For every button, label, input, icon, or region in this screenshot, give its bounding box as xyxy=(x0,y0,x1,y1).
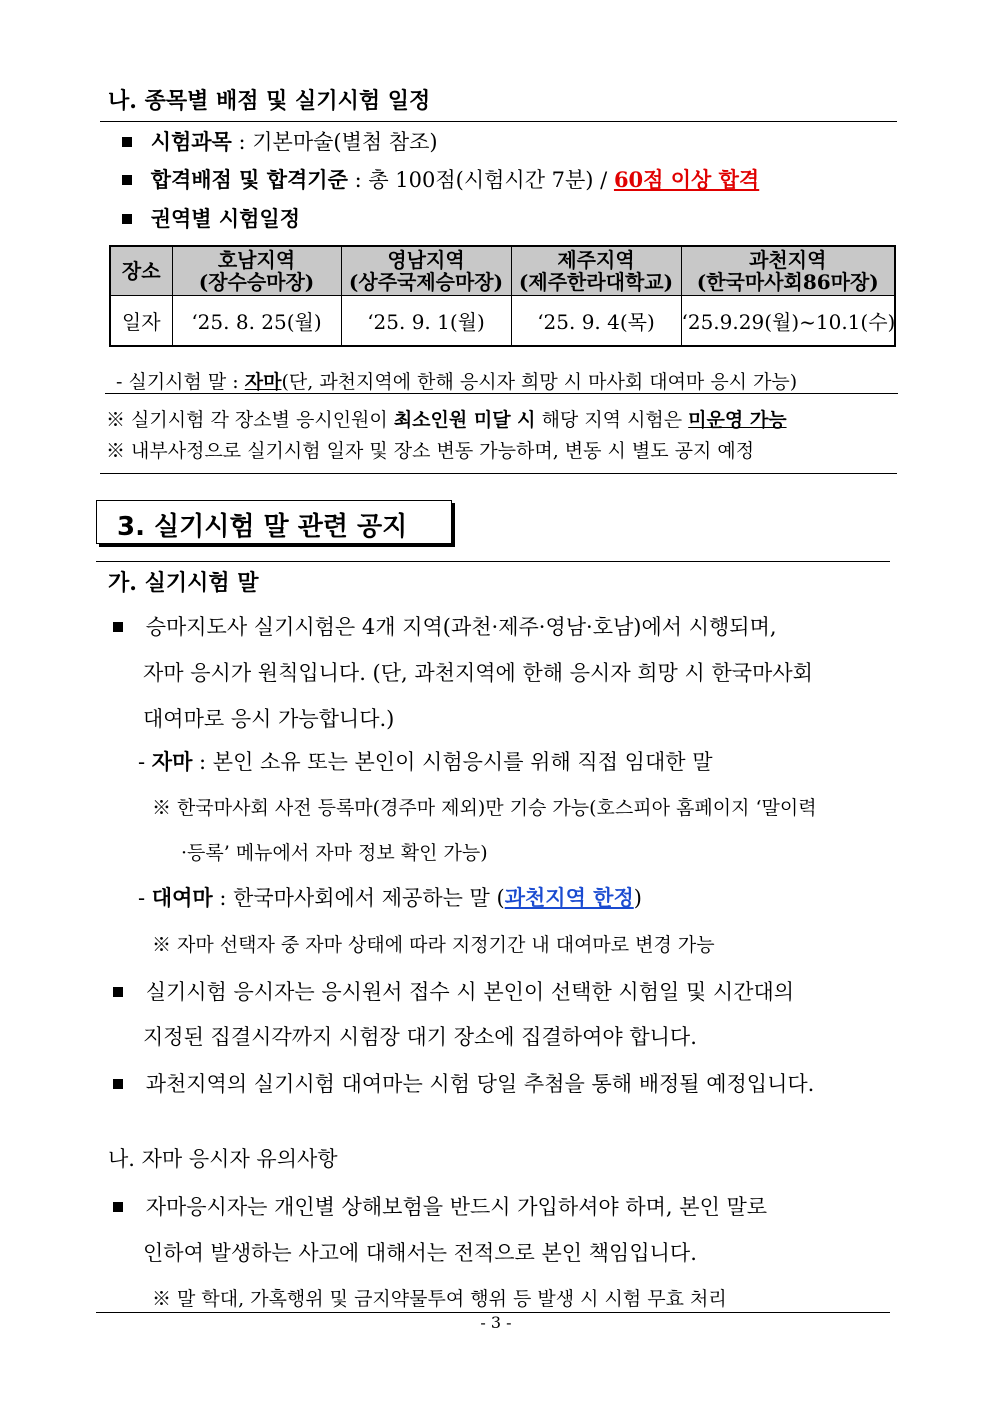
exam-subject-value: : 기본마술(별첨 참조) xyxy=(231,130,438,154)
item-exam-subject xyxy=(122,126,438,156)
jama-note: ※ 한국마사회 사전 등록마(경주마 제외)만 기승 가능(호스피아 홈페이지 ‘말이력 xyxy=(152,797,817,819)
horse-note: - 실기시험 말 : 자마(단, 과천지역에 한해 응시자 희망 시 마사회 대여마 응시 가능) xyxy=(116,371,798,393)
date-cell: ‘25. 8. 25(월) xyxy=(172,296,341,347)
square-bullet-icon xyxy=(113,1202,123,1212)
bullet-item: 승마지도사 실기시험은 4개 지역(과천·제주·영남·호남)에서 시행되며, xyxy=(113,611,777,641)
paragraph-line: 지정된 집결시각까지 시험장 대기 장소에 집결하여야 합니다. xyxy=(143,1025,697,1049)
square-bullet-icon xyxy=(113,622,123,632)
bullet-item: 자마응시자는 개인별 상해보험을 반드시 가입하셔야 하며, 본인 말로 xyxy=(113,1191,767,1221)
square-bullet-icon xyxy=(122,137,132,147)
bullet-item: 과천지역의 실기시험 대여마는 시험 당일 추첨을 통해 배정될 예정입니다. xyxy=(113,1068,814,1098)
section3-title-box xyxy=(96,500,452,544)
region-cell: 호남지역 (장수승마장) xyxy=(172,246,341,296)
region-cell: 영남지역 (상주국제승마장) xyxy=(341,246,511,296)
sub-heading-b: 나. 자마 응시자 유의사항 xyxy=(108,1147,338,1171)
pass-criteria-highlight: 60점 이상 합격 xyxy=(613,167,760,192)
square-bullet-icon xyxy=(122,175,132,185)
rental-definition: - 대여마 : 한국마사회에서 제공하는 말 (과천지역 한정) xyxy=(138,885,642,910)
paragraph-line: 인하여 발생하는 사고에 대해서는 전적으로 본인 책임입니다. xyxy=(143,1241,697,1265)
sub-heading-a: 가. 실기시험 말 xyxy=(108,570,259,596)
divider xyxy=(96,561,890,562)
table-row xyxy=(110,296,895,347)
section3-title: 3. 실기시험 말 관련 공지 xyxy=(117,512,408,542)
jama-definition: - 자마 : 본인 소유 또는 본인이 시험응시를 위해 직접 임대한 말 xyxy=(138,749,713,774)
pass-criteria-label: 합격배점 및 합격기준 xyxy=(150,167,348,192)
note-min-attendance: ※ 실기시험 각 장소별 응시인원이 최소인원 미달 시 해당 지역 시험은 미운영 가능 xyxy=(106,409,787,431)
region-cell: 제주지역 (제주한라대학교) xyxy=(511,246,681,296)
date-cell: ‘25. 9. 4(목) xyxy=(511,296,681,347)
paragraph-line: 대여마로 응시 가능합니다.) xyxy=(143,707,395,731)
page-number: - 3 - xyxy=(480,1313,512,1332)
divider xyxy=(100,473,897,474)
date-cell: ‘25. 9. 1(월) xyxy=(341,296,511,347)
paragraph-line: 자마 응시가 원칙입니다. (단, 과천지역에 한해 응시자 희망 시 한국마사회 xyxy=(143,661,813,685)
note-schedule-change: ※ 내부사정으로 실기시험 일자 및 장소 변동 가능하며, 변동 시 별도 공지 예정 xyxy=(106,440,755,462)
divider xyxy=(105,393,898,394)
abuse-note: ※ 말 학대, 가혹행위 및 금지약물투여 행위 등 발생 시 시험 무효 처리 xyxy=(152,1288,727,1310)
item-pass-criteria xyxy=(122,164,759,194)
regional-schedule-label: 권역별 시험일정 xyxy=(150,206,300,231)
square-bullet-icon xyxy=(122,214,132,224)
jama-note-continued: ·등록’ 메뉴에서 자마 정보 확인 가능) xyxy=(181,842,488,864)
section-b-heading: 나. 종목별 배점 및 실기시험 일정 xyxy=(108,88,431,114)
region-cell: 과천지역 (한국마사회86마장) xyxy=(681,246,895,296)
table-header-row xyxy=(110,246,895,296)
pass-criteria-value: : 총 100점(시험시간 7분) / xyxy=(347,168,614,192)
date-cell: ‘25.9.29(월)~10.1(수) xyxy=(681,296,895,347)
square-bullet-icon xyxy=(113,1079,123,1089)
divider xyxy=(100,121,897,122)
bullet-item: 실기시험 응시자는 응시원서 접수 시 본인이 선택한 시험일 및 시간대의 xyxy=(113,976,794,1006)
rental-note: ※ 자마 선택자 중 자마 상태에 따라 지정기간 내 대여마로 변경 가능 xyxy=(152,934,715,956)
exam-subject-label: 시험과목 xyxy=(150,129,232,154)
item-regional-schedule xyxy=(122,203,300,233)
header-place: 장소 xyxy=(110,246,172,296)
schedule-table xyxy=(109,245,896,347)
header-date: 일자 xyxy=(110,296,172,347)
square-bullet-icon xyxy=(113,987,123,997)
